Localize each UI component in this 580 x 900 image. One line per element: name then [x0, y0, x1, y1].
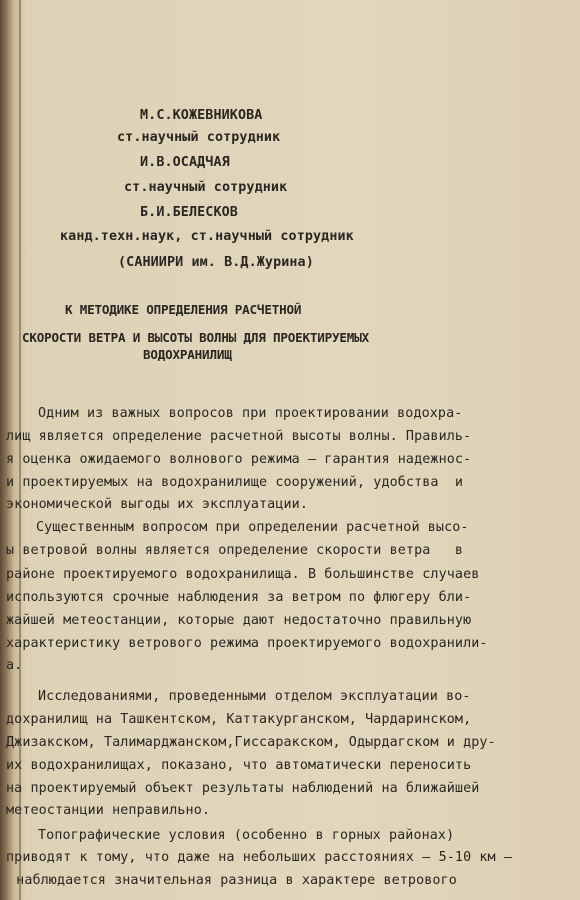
body-line: ы ветровой волны является определение скорости ветра в — [6, 543, 464, 558]
author-position-2: ст.научный сотрудник — [124, 180, 288, 195]
body-line: районе проектируемого водохранилища. В большинстве случаев — [6, 567, 480, 582]
body-line: Топографические условия (особенно в горных районах) — [38, 828, 455, 843]
body-line: Существенным вопросом при определении расчетной высо- — [36, 520, 469, 535]
title-line-1: К МЕТОДИКЕ ОПРЕДЕЛЕНИЯ РАСЧЕТНОЙ — [65, 302, 302, 317]
body-line: я оценка ожидаемого волнового режима – гарантия надежнос- — [6, 452, 472, 467]
body-line: экономической выгоды их эксплуатации. — [6, 497, 308, 512]
body-line: жайшей метеостанции, которые дают недостаточно правильную — [6, 613, 472, 628]
body-line: Исследованиями, проведенными отделом эксплуатации во- — [38, 689, 471, 704]
body-line: на проектируемый объект результаты наблюдений на ближайшей — [6, 781, 480, 796]
body-line: наблюдается значительная разница в характере ветрового — [8, 873, 457, 888]
body-line: а. — [6, 658, 23, 673]
author-name-2: И.В.ОСАДЧАЯ — [140, 155, 230, 170]
title-line-3: ВОДОХРАНИЛИЩ — [143, 347, 232, 362]
body-line: приводят к тому, что даже на небольших расстояниях – 5-10 км – — [6, 850, 513, 865]
author-name-3: Б.И.БЕЛЕСКОВ — [140, 205, 238, 220]
body-line: лищ является определение расчетной высоты волны. Правиль- — [6, 429, 472, 444]
affiliation: (САНИИРИ им. В.Д.Журина) — [118, 255, 314, 270]
body-line: их водохранилищах, показано, что автоматически переносить — [6, 758, 472, 773]
author-position-1: ст.научный сотрудник — [117, 130, 281, 145]
author-name-1: М.С.КОЖЕВНИКОВА — [140, 108, 263, 123]
body-line: дохранилищ на Ташкентском, Каттакурганском, Чардаринском, — [6, 712, 472, 727]
author-position-3: канд.техн.наук, ст.научный сотрудник — [60, 229, 354, 244]
body-line: Джизакском, Талимарджанском,Гиссаракском, Одырдагском и дру- — [6, 735, 496, 750]
title-line-2: СКОРОСТИ ВЕТРА И ВЫСОТЫ ВОЛНЫ ДЛЯ ПРОЕКТИРУЕМЫХ — [22, 330, 369, 345]
body-line: используются срочные наблюдения за ветром по флюгеру бли- — [6, 590, 472, 605]
body-line: характеристику ветрового режима проектируемого водохранили- — [6, 636, 488, 651]
body-line: Одним из важных вопросов при проектировании водохра- — [38, 406, 463, 421]
body-line: метеостанции неправильно. — [6, 803, 211, 818]
body-line: и проектируемых на водохранилище сооружений, удобства и — [6, 475, 464, 490]
